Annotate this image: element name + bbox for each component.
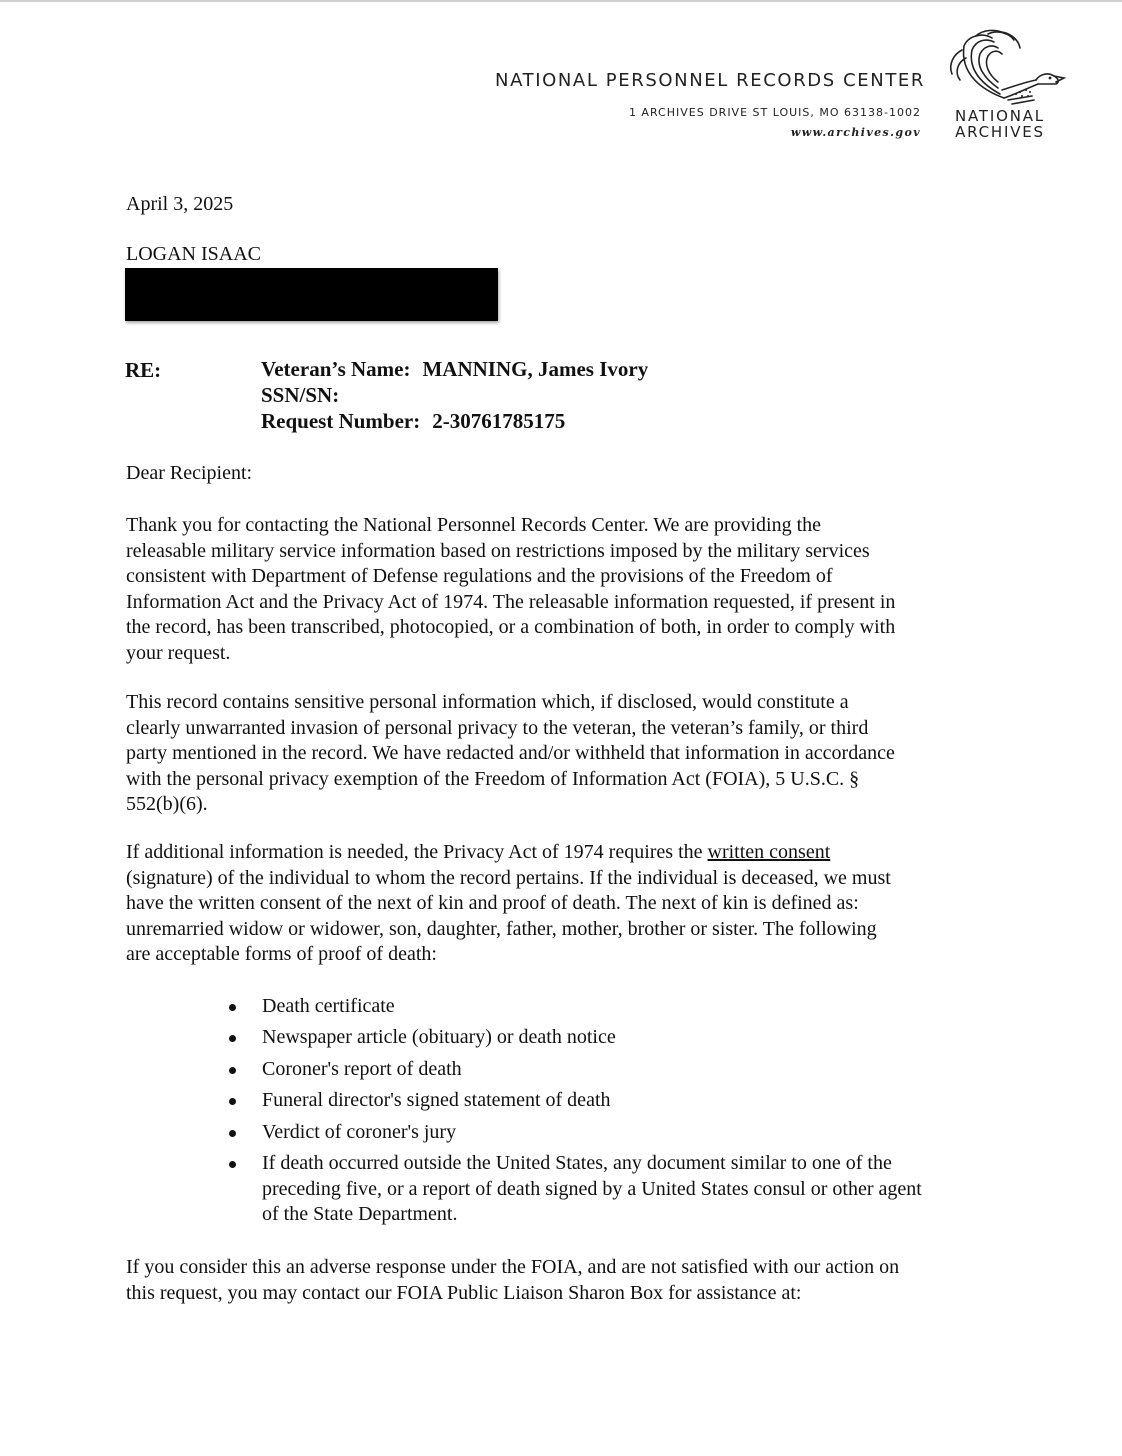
paragraph-line: This record contains sensitive personal information which, if disclosed, would constitute a [126,691,849,713]
salutation: Dear Recipient: [126,462,253,484]
list-item-text: Death certificate [262,995,395,1017]
veteran-name-value: MANNING, James Ivory [422,357,649,381]
paragraph-consent [126,840,1016,968]
list-item-text: Funeral director's signed statement of death [262,1089,611,1112]
redacted-address-block [125,268,498,321]
bullet-icon [229,1161,236,1168]
proof-of-death-list [226,994,1026,1234]
list-item [226,1025,1026,1051]
veteran-name-row [261,356,648,382]
logo-text-archives: ARCHIVES [955,123,1045,141]
re-details [261,356,648,434]
logo-text-national: NATIONAL [955,107,1045,125]
letterhead-website: www.archives.gov [790,126,921,139]
national-archives-logo [936,28,1070,144]
paragraph-line: party mentioned in the record. We have redacted and/or withheld that information in accordance [126,742,895,765]
paragraph-line: the record, has been transcribed, photocopied, or a combination of both, in order to comply with [126,616,896,639]
request-number-row [261,408,648,434]
ssn-label: SSN/SN: [261,383,340,407]
paragraph-intro [126,513,1016,667]
paragraph-line: consistent with Department of Defense regulations and the provisions of the Freedom of [126,565,833,588]
bullet-icon [229,1004,236,1011]
paragraph-line: (signature) of the individual to whom the record pertains. If the individual is deceased, we must [126,866,891,889]
letter-date: April 3, 2025 [126,193,234,215]
written-consent-text: written consent [707,841,831,863]
paragraph-line: If you consider this an adverse response under the FOIA, and are not satisfied with our action on [126,1256,900,1278]
list-item-text: If death occurred outside the United States, any document similar to one of the [262,1151,892,1174]
list-item [226,1088,1026,1114]
bullet-icon [229,1130,236,1137]
paragraph-line: with the personal privacy exemption of the Freedom of Information Act (FOIA), 5 U.S.C. § [126,767,860,790]
paragraph-line: this request, you may contact our FOIA Public Liaison Sharon Box for assistance at: [126,1281,802,1304]
re-label: RE: [125,358,162,382]
list-item [226,1151,1026,1228]
paragraph-line: have the written consent of the next of kin and proof of death. The next of kin is defined as: [126,892,859,915]
list-item-text: Coroner's report of death [262,1057,462,1080]
list-item [226,994,1026,1020]
consent-line-text: If additional information is needed, the Privacy Act of 1974 requires the [126,841,708,863]
list-item [226,1057,1026,1083]
ssn-row [261,382,648,408]
page-top-border [0,0,1122,2]
paragraph-line: Thank you for contacting the National Personnel Records Center. We are providing the [126,514,822,536]
eagle-icon [942,28,1066,108]
list-item-text: Newspaper article (obituary) or death notice [262,1026,616,1049]
letterhead-address: 1 ARCHIVES DRIVE ST LOUIS, MO 63138-1002 [628,106,921,119]
veteran-name-label: Veteran’s Name: [261,357,411,381]
paragraph-line: Information Act and the Privacy Act of 1974. The releasable information requested, if present in [126,590,896,613]
request-number-value: 2-30761785175 [432,409,566,433]
bullet-icon [229,1067,236,1074]
list-item [226,1120,1026,1146]
paragraph-line: clearly unwarranted invasion of personal privacy to the veteran, the veteran’s family, or third [126,716,869,739]
request-number-label: Request Number: [261,409,421,433]
paragraph-line: 552(b)(6). [126,793,208,816]
bullet-icon [229,1098,236,1105]
paragraph-line: releasable military service information based on restrictions imposed by the military services [126,539,870,562]
paragraph-line: your request. [126,641,231,664]
recipient-name: LOGAN ISAAC [126,243,261,265]
paragraph-line: unremarried widow or widower, son, daughter, father, mother, brother or sister. The following [126,917,877,940]
paragraph-privacy [126,690,1016,818]
list-item-text: preceding five, or a report of death signed by a United States consul or other agent [262,1177,922,1200]
list-item-text: of the State Department. [262,1203,458,1226]
list-item-text: Verdict of coroner's jury [262,1120,457,1143]
paragraph-line [126,840,1016,866]
letterhead-title: NATIONAL PERSONNEL RECORDS CENTER [495,70,925,91]
paragraph-line: are acceptable forms of proof of death: [126,943,437,966]
paragraph-foia-contact [126,1255,1016,1306]
bullet-icon [229,1035,236,1042]
